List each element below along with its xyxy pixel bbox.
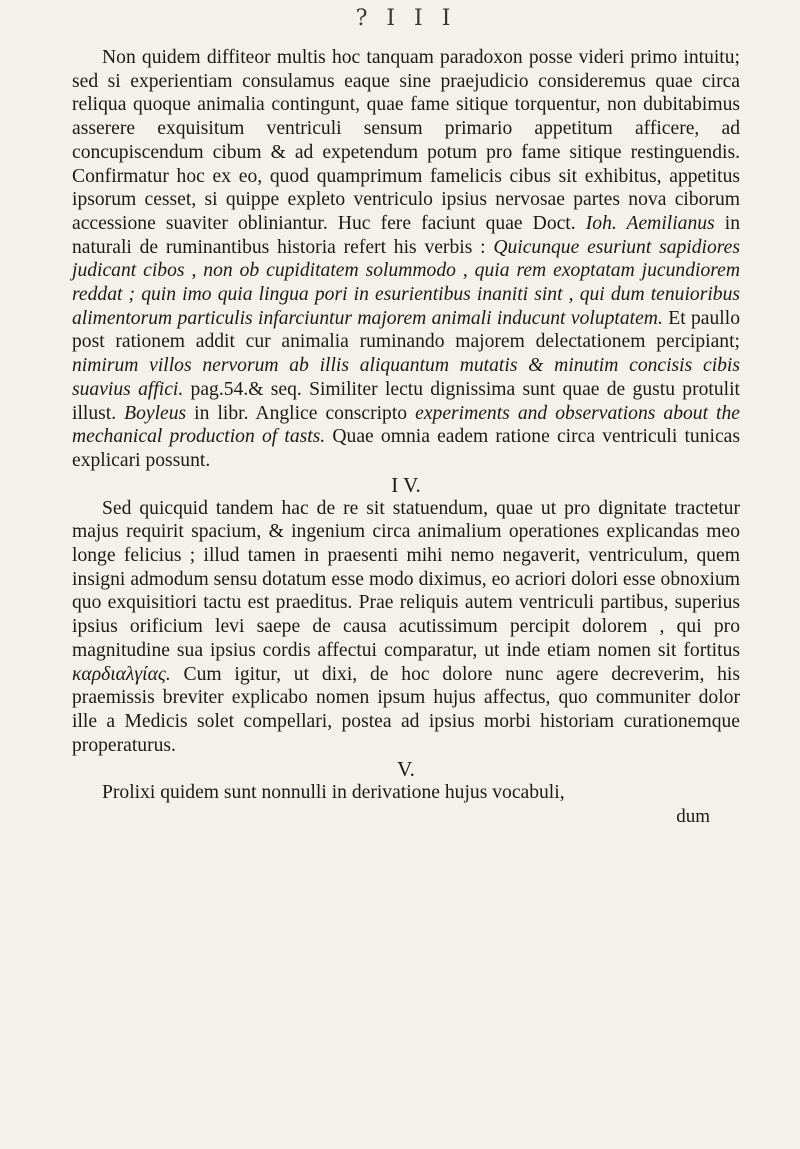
paragraph-2 [72, 497, 740, 758]
text-run: Quae omnia eadem ratione circa ventriculi tunicas explicari possunt. [72, 426, 740, 471]
text-run: Sed quicquid tandem hac de re sit statuendum, quae ut pro dignitate tractetur majus requirit spacium, & ingenium circa animalium operationes explicandas meo longe felicius ; illud tamen in praesenti mihi nemo negaverit, ventriculum, quem insigni admodum sensu dotatum esse modo diximus, eo acriori dolori esse obnoxium quo exquisitiori tactu est praeditus. Prae reliquis autem ventriculi partibus, superius ipsius orificium levi saepe de causa acutissimum percipit dolorem , qui pro magnitudine sua ipsius cordis affectui comparatur, ut inde etiam nomen sit fortitus [72, 497, 740, 661]
section-number-4: I V. [391, 472, 421, 497]
quotation: Quicunque esuriunt sapidiores judicant cibos , non ob cupiditatem solummodo , quia rem exoptatam jucundiorem reddat ; quin imo quia lingua pori in esurientibus inaniti sint , qui dum tenuioribus alimentorum particulis infarciuntur majorem animali inducunt voluptatem. [72, 236, 740, 329]
text-run: Cum igitur, ut dixi, de hoc dolore nunc agere decreverim, his praemissis breviter explicabo nomen ipsum hujus affectus, quo communiter dolor ille a Medicis solet compellari, postea ad ipsius morbi historiam curationemque properaturus. [72, 663, 740, 756]
text-run: in libr. Anglice conscripto [186, 402, 416, 424]
author-name: Boyleus [124, 402, 187, 424]
section-number-5: V. [397, 757, 415, 782]
text-run: pag.54.& seq. Similiter lectu dignissima sunt quae de gustu protulit illust. [72, 378, 740, 424]
paragraph-1 [72, 46, 740, 473]
author-name: Ioh. Aemilianus [585, 212, 715, 234]
quotation: nimirum villos nervorum ab illis aliquantum mutatis & minutim concisis cibis suavius affici. [72, 355, 740, 400]
body-text [72, 46, 740, 829]
catchword: dum [676, 806, 710, 828]
page-header: ? I I I [355, 6, 457, 31]
text-run: in naturali de ruminantibus historia refert his verbis : [72, 212, 740, 258]
book-title: experiments and observations about the mechanical production of tasts. [72, 402, 740, 448]
paragraph-3 [72, 781, 740, 805]
text-run: Et paullo post rationem addit cur animalia ruminando majorem delectationem percipiant; [72, 307, 740, 353]
text-run: Prolixi quidem sunt nonnulli in derivatione hujus vocabuli, [102, 782, 565, 804]
greek-term: καρδιαλγίας. [72, 663, 171, 685]
text-run: Non quidem diffiteor multis hoc tanquam paradoxon posse videri primo intuitu; sed si experientiam consulamus eaque sine praejudicio consideremus quae circa reliqua quoque animalia contingunt, quae fame sitique torquentur, non dubitabimus asserere exquisitum ventriculi sensum primario appetitum afficere, ad concupiscendum cibum & ad expetendum potum pro fame sitique restinguendis. Confirmatur hoc ex eo, quod quamprimum famelicis cibus sit exhibitus, appetitus ipsorum cesset, si quippe expleto ventriculo ipsius nervosae partes nova ciborum accessione suaviter obliniantur. Huc fere faciunt quae Doct. [72, 47, 740, 234]
